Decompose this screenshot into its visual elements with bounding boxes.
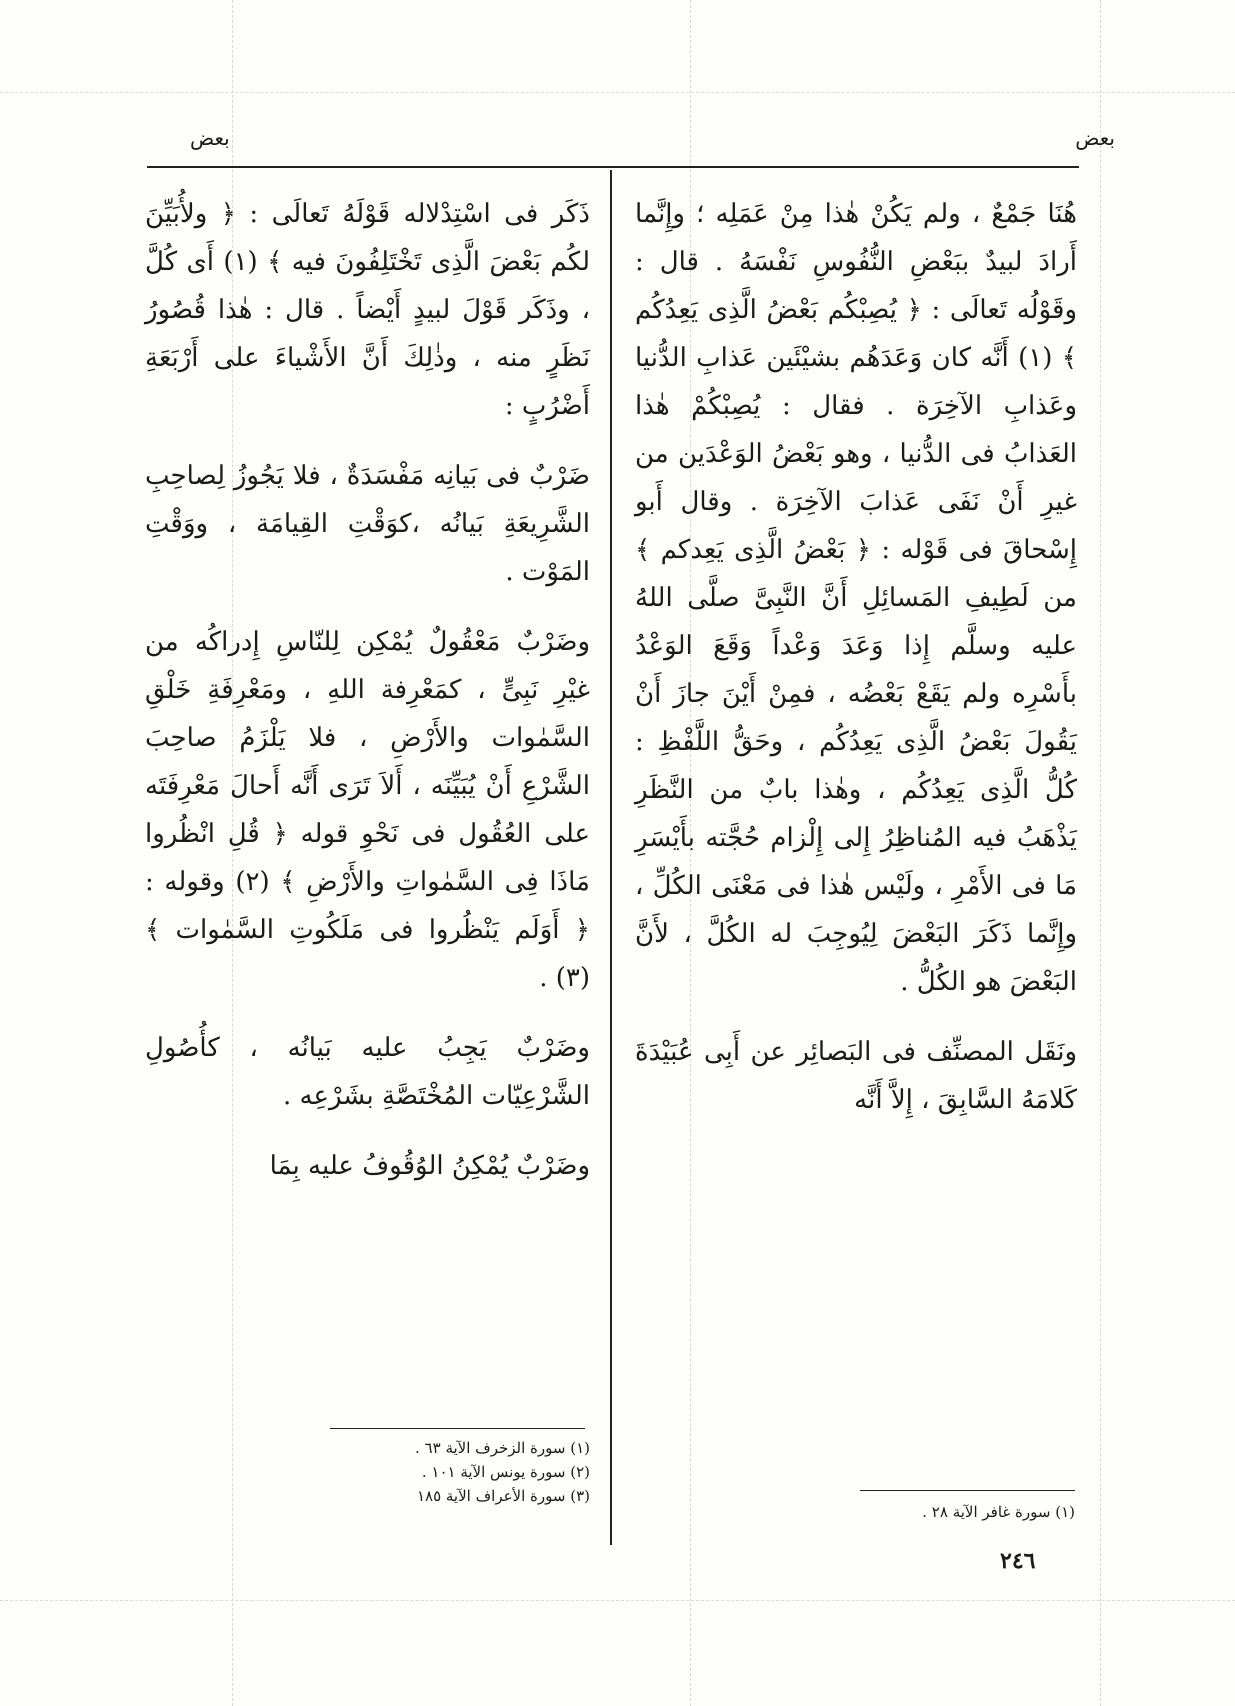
paragraph: هُنَا جَمْعٌ ، ولم يَكُنْ هٰذا مِنْ عَمَلِه ؛ وإِنَّما أَرادَ لبيدٌ ببَعْضِ النُّفُوسِ نَفْسَهُ . قال : وقَوْلُه تَعالَى : ﴿ يُصِبْكُم بَعْضُ الَّذِى يَعِدُكُم ﴾ (١) أَنَّه كان وَعَدَهُم بشيْئَين عَذابِ الدُّنيا وعَذابِ الآخِرَة . فقال : يُصِبْكُمْ هٰذا العَذابُ فى الدُّنيا ، وهو بَعْضُ الوَعْدَين من غيرِ أَنْ نَفَى عَذابَ الآخِرَة . وقال أَبو إِسْحاقَ فى قَوْله : ﴿ بَعْضُ الَّذِى يَعِدكم ﴾ من لَطِيفِ المَسائِلِ أَنَّ النَّبِىَّ صلَّى اللهُ عليه وسلَّم إِذا وَعَدَ وَعْداً وَقَعَ الوَعْدُ بأَسْرِه ولم يَقَعْ بَعْضُه ، فمِنْ أَيْنَ جازَ أَنْ يَقُولَ بَعْضُ الَّذِى يَعِدُكُم ، وحَقُّ اللَّفْظِ : كُلُّ الَّذِى يَعِدُكُم ، وهٰذا بابٌ من النَّظَرِ يَذْهَبُ فيه المُناظِرُ إِلى إِلْزام حُجَّته بأَيْسَرِ مَا فى الأَمْرِ ، ولَيْس هٰذا فى مَعْنَى الكُلِّ ، وإِنَّما ذَكَرَ البَعْضَ لِيُوجِبَ له الكُلَّ ، لأَنَّ البَعْضَ هو الكُلُّ . <box>635 199 1077 997</box>
running-headword-left: بعض <box>190 126 230 150</box>
page-number: ٢٤٦ <box>1000 1548 1036 1574</box>
paragraph: وضَرْبٌ يُمْكِنُ الوُقُوفُ عليه بِمَا <box>269 1151 590 1181</box>
paragraph: وضَرْبٌ يَجِبُ عليه بَيانُه ، كأُصُولِ الشَّرْعِيّات المُخْتَصَّةِ بشَرْعِه . <box>145 1033 590 1111</box>
fold-guide-line <box>1100 0 1101 1706</box>
fold-guide-line <box>0 1600 1235 1601</box>
header-rule <box>147 166 1079 168</box>
footnote: (٢) سورة يونس الآية ١٠١ . <box>421 1463 590 1481</box>
right-column <box>635 190 1077 1146</box>
paragraph: ضَرْبٌ فى بَيانِه مَفْسَدَةٌ ، فلا يَجُوزُ لِصاحِبِ الشَّرِيعَةِ بَيانُه ،كوَقْتِ القِيامَة ، ووَقْتِ المَوْت . <box>145 461 590 587</box>
paragraph: ذَكَر فى اسْتِدْلاله قَوْلَهُ تَعالَى : ﴿ ولأُبَيِّنَ لكُم بَعْضَ الَّذِى تَخْتَلِفُونَ فيه ﴾ (١) أَى كُلَّ ، وذَكَر قَوْلَ لبيدٍ أَيْضاً . قال : هٰذا قُصُورُ نَظَرٍ منه ، وذٰلِكَ أَنَّ الأَشْياءَ على أَرْبَعَةِ أَضْرُبٍ : <box>145 199 590 421</box>
footnote-rule <box>860 1490 1075 1491</box>
left-column <box>145 190 590 1212</box>
footnote: (١) سورة غافر الآية ٢٨ . <box>922 1503 1075 1521</box>
footnote: (٣) سورة الأعراف الآية ١٨٥ <box>416 1487 590 1505</box>
footnotes-left <box>300 1436 590 1508</box>
paragraph: وضَرْبٌ مَعْقُولٌ يُمْكِن لِلنّاسِ إِدراكُه من غيْرِ نَبِىٍّ ، كمَعْرِفة اللهِ ، ومَعْرِفَةِ خَلْقِ السَّمٰوات والأَرْضِ ، فلا يَلْزَمُ صاحِبَ الشَّرْعِ أَنْ يُبَيِّنَه ، أَلاَ تَرَى أَنَّه أَحالَ مَعْرِفَتَه على العُقُول فى نَحْوِ قوله ﴿ قُلِ انْظُروا مَاذَا فِى السَّمٰواتِ والأَرْضِ ﴾ (٢) وقوله : ﴿ أَوَلَم يَنْظُروا فى مَلَكُوتِ السَّمٰوات ﴾ (٣) . <box>145 627 590 993</box>
footnotes-right <box>780 1500 1075 1524</box>
footnote: (١) سورة الزخرف الآية ٦٣ . <box>415 1439 590 1457</box>
paragraph: ونَقَل المصنِّف فى البَصائِر عن أَبِى عُبَيْدَةَ كَلامَهُ السَّابِقَ ، إِلاَّ أَنَّه <box>635 1037 1077 1115</box>
column-divider <box>610 170 612 1545</box>
footnote-rule <box>330 1428 585 1429</box>
running-headword-right: بعض <box>1075 126 1115 150</box>
fold-guide-line <box>0 92 1235 93</box>
